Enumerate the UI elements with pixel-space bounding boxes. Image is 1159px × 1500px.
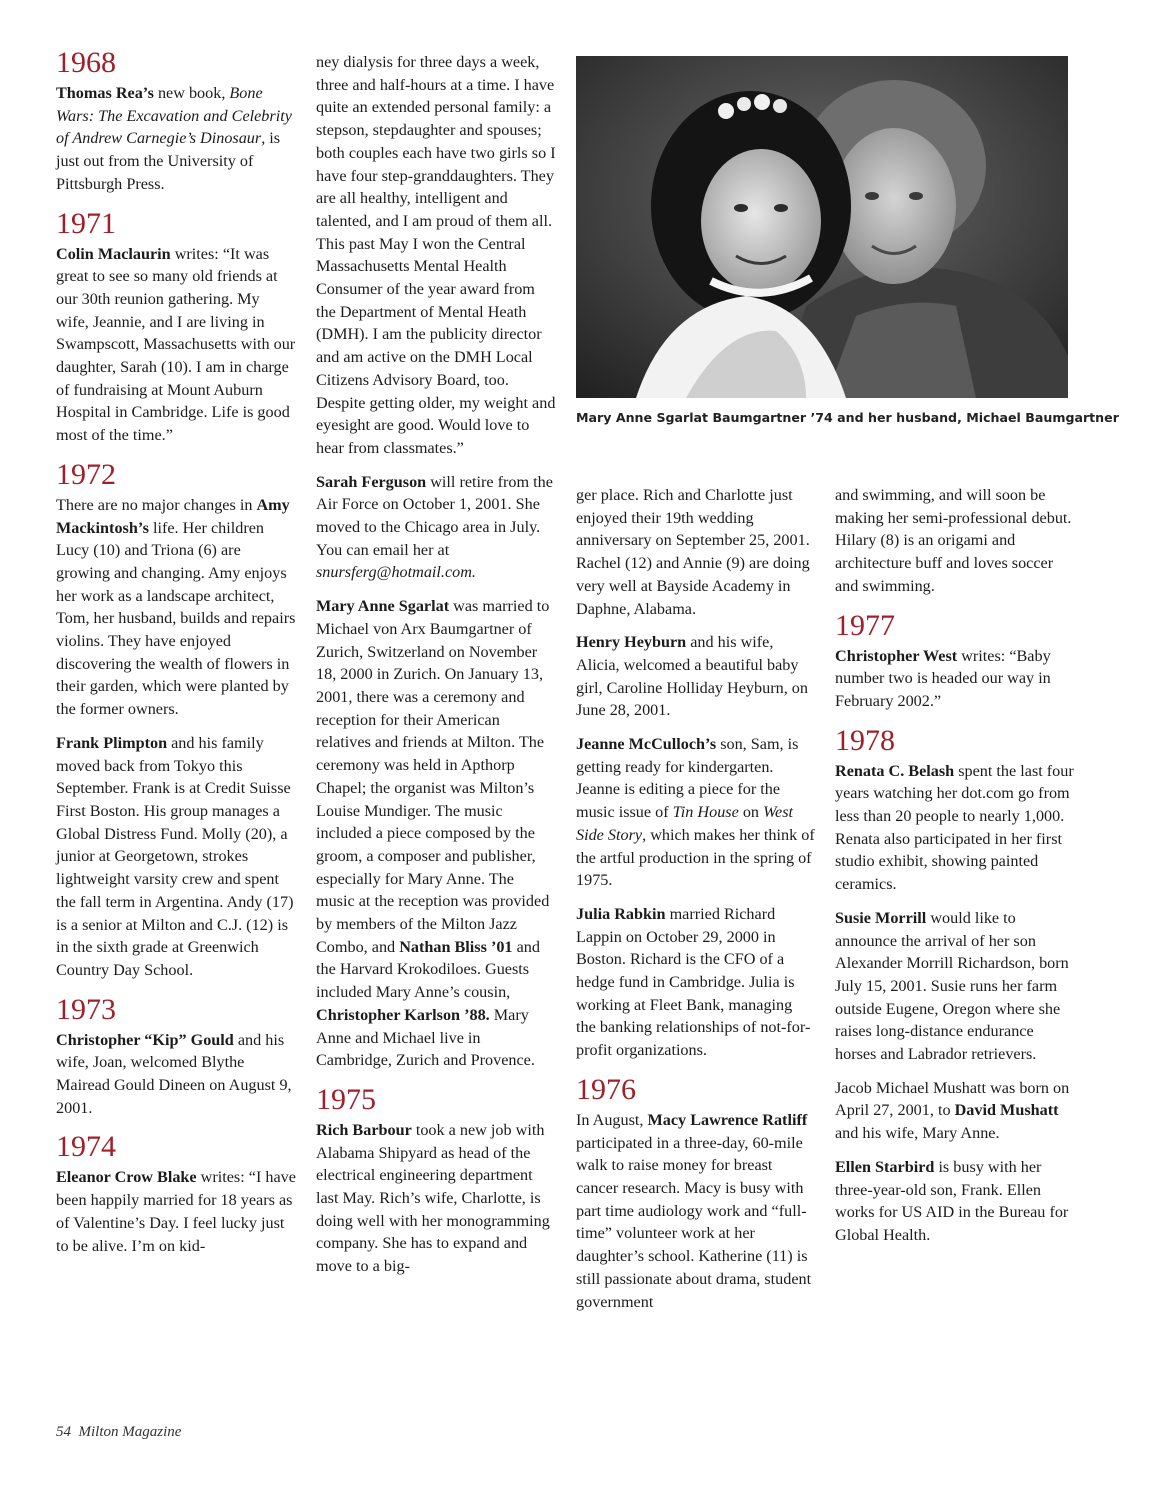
class-note-ferguson: Sarah Ferguson will retire from the Air Force on October 1, 2001. She moved to the Chicago area in July. You can email her at snursferg@hotmail.com. — [316, 472, 553, 582]
class-note-mackintosh: There are no major changes in Amy Mackintosh’s life. Her children Lucy (10) and Triona (6) are growing and changing. Amy enjoys her work as a landscape architect, Tom, her husband, builds and repairs violins. They have enjoyed discovering the wealth of flowers in their garden, which were planted by the former owners. — [56, 495, 296, 719]
couple-photo-image — [576, 56, 1068, 398]
year-heading-1973: 1973 — [56, 992, 116, 1026]
class-note-ratliff: In August, Macy Lawrence Ratliff participated in a three-day, 60-mile walk to raise money for breast cancer research. Macy is busy with part time audiology work and “full-time” volunteer work at her daughter’s school. Katherine (11) is still passionate about drama, student government — [576, 1110, 812, 1311]
year-heading-1971: 1971 — [56, 206, 116, 240]
class-note-blake-continued: ney dialysis for three days a week, three and half-hours at a time. I have quite an extended personal family: a stepson, stepdaughter and spouses; both couples each have two girls so I have four step-granddaughters. They are all healthy, intelligent and talented, and I am proud of them all. This past May I won the Central Massachusetts Mental Health Consumer of the year award from the Department of Mental Heath (DMH). I am the publicity director and am active on the DMH Local Citizens Advisory Board, too. Despite getting older, my weight and eyesight are good. Would love to hear from classmates.” — [316, 53, 556, 457]
class-note-mushatt: Jacob Michael Mushatt was born on April 27, 2001, to David Mushatt and his wife, Mary Anne. — [835, 1078, 1070, 1143]
year-heading-1976: 1976 — [576, 1072, 636, 1106]
year-heading-1975: 1975 — [316, 1082, 376, 1116]
column-3 — [576, 484, 816, 1324]
class-note-morrill: Susie Morrill would like to announce the arrival of her son Alexander Morrill Richardson, born July 15, 2001. Susie runs her farm outside Eugene, Oregon where she raises long-distance endurance horses and Labrador retrievers. — [835, 908, 1069, 1064]
class-note-maclaurin: Colin Maclaurin writes: “It was great to see so many old friends at our 30th reunion gathering. My wife, Jeannie, and I are living in Swampscott, Massachusetts with our daughter, Sarah (10). I am in charge of fundraising at Mount Auburn Hospital in Cambridge. Life is good most of the time.” — [56, 244, 296, 445]
class-note-barbour: Rich Barbour took a new job with Alabama Shipyard as head of the electrical engineering department last May. Rich’s wife, Charlotte, is doing well with her monogramming company. She has to expand and move to a big- — [316, 1120, 550, 1276]
year-heading-1968: 1968 — [56, 46, 116, 79]
year-heading-1978: 1978 — [835, 723, 895, 757]
couple-photo — [576, 56, 1068, 398]
class-note-gould: Christopher “Kip” Gould and his wife, Joan, welcomed Blythe Mairead Gould Dineen on August 9, 2001. — [56, 1030, 292, 1117]
class-note-starbird: Ellen Starbird is busy with her three-year-old son, Frank. Ellen works for US AID in the Bureau for Global Health. — [835, 1157, 1069, 1244]
class-note-belash: Renata C. Belash spent the last four years watching her dot.com go from less than 20 people to nearly 1,000. Renata also participated in her first studio exhibit, showing painted ceramics. — [835, 761, 1074, 894]
class-note-blake: Eleanor Crow Blake writes: “I have been happily married for 18 years as of Valentine’s Day. I feel lucky just to be alive. I’m on kid- — [56, 1168, 296, 1255]
year-heading-1972: 1972 — [56, 457, 116, 491]
year-heading-1977: 1977 — [835, 608, 895, 642]
email-address: snursferg@hotmail.com. — [316, 563, 476, 582]
class-note-heyburn: Henry Heyburn and his wife, Alicia, welcomed a beautiful baby girl, Caroline Holliday Heyburn, on June 28, 2001. — [576, 633, 808, 720]
class-note-rea: Thomas Rea’s new book, Bone Wars: The Excavation and Celebrity of Andrew Carnegie’s Dinosaur, is just out from the University of Pittsburgh Press. — [56, 84, 292, 193]
class-note-sgarlat: Mary Anne Sgarlat was married to Michael von Arx Baumgartner of Zurich, Switzerland on November 18, 2000 in Zurich. On January 13, 2001, there was a ceremony and reception for their American relatives and friends at Milton. The ceremony was held in Apthorp Chapel; the organist was Milton’s Louise Mundiger. The music included a piece composed by the groom, a composer and publisher, especially for Mary Anne. The music at the reception was provided by members of the Milton Jazz Combo, and Nathan Bliss ’01 and the Harvard Krokodiloes. Guests included Mary Anne’s cousin, Christopher Karlson ’88. Mary Anne and Michael live in Cambridge, Zurich and Provence. — [316, 597, 550, 1070]
year-heading-1974: 1974 — [56, 1130, 116, 1164]
page-footer — [56, 1424, 181, 1441]
column-1 — [56, 46, 296, 1268]
column-2 — [316, 51, 556, 1289]
class-note-barbour-continued: ger place. Rich and Charlotte just enjoyed their 19th wedding anniversary on September 25, 2001. Rachel (12) and Annie (9) are doing very well at Bayside Academy in Daphne, Alabama. — [576, 486, 810, 618]
class-note-mcculloch: Jeanne McCulloch’s son, Sam, is getting ready for kindergarten. Jeanne is editing a piece for the music issue of Tin House on West Side Story, which makes her think of the artful production in the spring of 1975. — [576, 735, 815, 890]
magazine-name: Milton Magazine — [78, 1424, 182, 1440]
class-note-ratliff-continued: and swimming, and will soon be making her semi-professional debut. Hilary (8) is an origami and architecture buff and loves soccer and swimming. — [835, 486, 1072, 595]
page-number: 54 — [56, 1424, 71, 1440]
class-note-west: Christopher West writes: “Baby number two is headed our way in February 2002.” — [835, 646, 1051, 710]
class-note-plimpton: Frank Plimpton and his family moved back from Tokyo this September. Frank is at Credit Suisse First Boston. His group manages a Global Distress Fund. Molly (20), a junior at Georgetown, strokes lightweight varsity crew and spent the fall term in Argentina. Andy (17) is a senior at Milton and C.J. (12) is in the sixth grade at Greenwich Country Day School. — [56, 733, 294, 979]
class-note-rabkin: Julia Rabkin married Richard Lappin on October 29, 2000 in Boston. Richard is the CFO of a hedge fund in Cambridge. Julia is working at Fleet Bank, managing the banking relationships of not-for-profit organizations. — [576, 904, 811, 1060]
photo-caption: Mary Anne Sgarlat Baumgartner ’74 and her husband, Michael Baumgartner — [576, 410, 1119, 425]
column-4 — [835, 484, 1075, 1258]
